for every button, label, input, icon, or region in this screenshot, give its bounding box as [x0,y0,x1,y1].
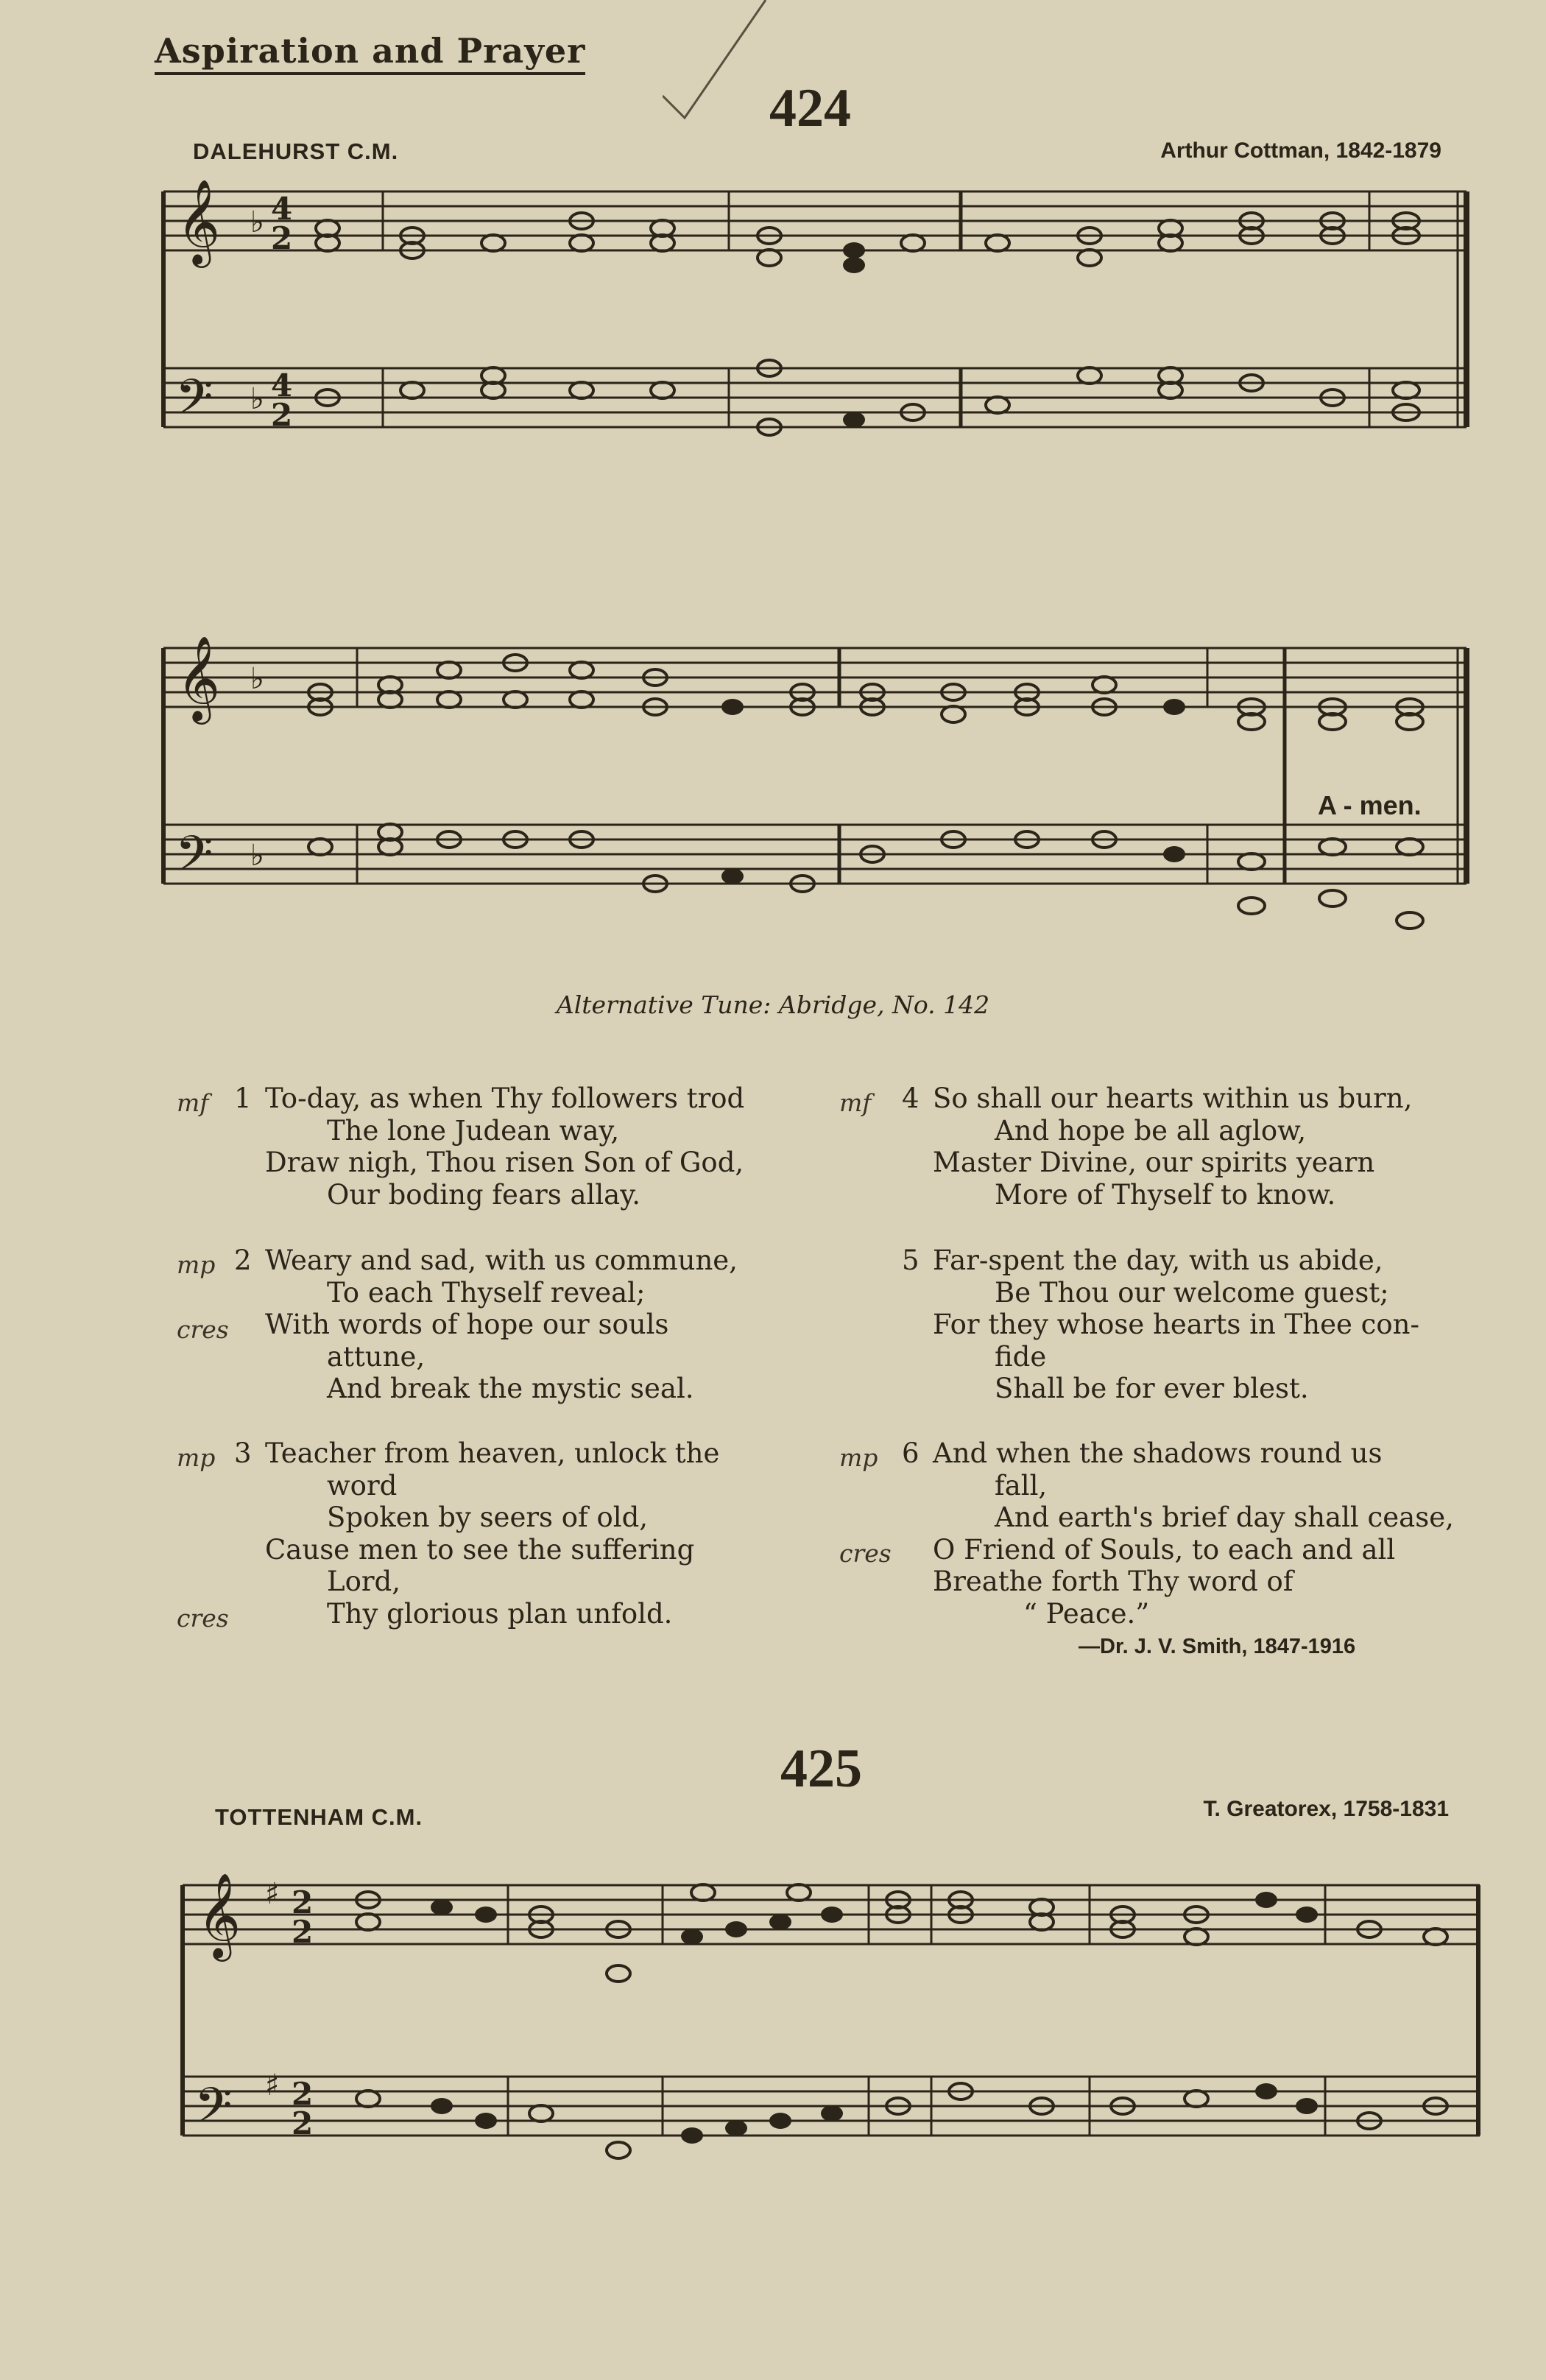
verse-line: Be Thou our welcome guest; [995,1276,1389,1309]
hymn-number-424: 424 [769,78,851,138]
svg-text:4: 4 [271,367,293,404]
verse-line: Draw nigh, Thou risen Son of God, [265,1147,744,1178]
verse-number: 3 [234,1437,252,1469]
verse-line: Cause men to see the suffering [265,1533,695,1566]
svg-text:♯: ♯ [265,2069,280,2102]
verse-line: So shall our hearts within us burn, [933,1082,1413,1114]
verse-5 [902,1244,1419,1405]
verse-line: Thy glorious plan unfold. [327,1597,673,1630]
score-system-425-1 [0,1856,1546,2194]
time-sig-bottom-425: 2 [292,1914,314,1950]
verse-line: And hope be all aglow, [995,1114,1307,1147]
svg-text:♭: ♭ [250,382,264,416]
verse-line: Teacher from heaven, unlock the [265,1437,720,1469]
verse-2 [234,1244,738,1405]
svg-text:♭: ♭ [250,839,264,873]
verse-line: More of Thyself to know. [995,1178,1336,1211]
verse-line: Spoken by seers of old, [327,1501,649,1533]
verse-line: And break the mystic seal. [327,1373,694,1404]
svg-text:𝄞: 𝄞 [177,178,221,264]
verse-number: 4 [902,1082,920,1114]
dynamic-cres: cres [177,1315,229,1344]
composer-424: Arthur Cottman, 1842-1879 [1160,138,1441,163]
verse-line: The lone Judean way, [327,1114,620,1147]
verse-number: 2 [234,1244,252,1276]
verse-line: “ Peace.” [1023,1597,1150,1630]
section-title: Aspiration and Prayer [155,31,585,75]
dynamic-mp: mp [177,1250,216,1279]
svg-text:2: 2 [292,2105,314,2141]
time-sig-top-424: 4 [271,191,293,227]
svg-text:𝄢: 𝄢 [175,369,213,437]
verse-line: Far-spent the day, with us abide, [933,1244,1383,1276]
svg-text:♭: ♭ [250,662,264,696]
score-system-424-2 [0,633,1546,972]
pencil-tick-mark [663,0,773,125]
dynamic-cres: cres [839,1539,892,1568]
composer-425: T. Greatorex, 1758-1831 [1203,1797,1449,1821]
alternative-tune: Alternative Tune: Abridge, No. 142 [556,990,990,1019]
time-sig-top-425: 2 [292,1884,314,1920]
verse-line: With words of hope our souls [265,1309,669,1340]
verse-number: 1 [234,1082,252,1114]
verse-line: For they whose hearts in Thee con- [933,1309,1419,1340]
svg-text:𝄢: 𝄢 [175,825,213,894]
verse-line: Our boding fears allay. [327,1178,640,1211]
verse-author: —Dr. J. V. Smith, 1847-1916 [1079,1635,1356,1658]
verse-6 [902,1437,1454,1630]
hymn-number-425: 425 [780,1739,862,1799]
tune-name-424: DALEHURST C.M. [193,138,399,164]
verse-line: Master Divine, our spirits yearn [933,1147,1375,1178]
verse-1 [234,1082,744,1211]
tune-name-425: TOTTENHAM C.M. [215,1804,423,1830]
dynamic-mp: mp [177,1443,216,1472]
verse-number: 6 [902,1437,920,1469]
svg-text:2: 2 [271,397,293,433]
verse-line: To-day, as when Thy followers trod [265,1082,745,1114]
verse-line: word [327,1469,398,1501]
dynamic-mf: mf [177,1088,209,1117]
verse-3 [234,1437,719,1630]
svg-text:♭: ♭ [250,205,264,239]
verse-line: O Friend of Souls, to each and all [933,1533,1396,1566]
verse-line: And earth's brief day shall cease, [995,1501,1454,1533]
svg-text:𝄞: 𝄞 [197,1872,241,1958]
verse-4 [902,1082,1412,1211]
svg-text:♯: ♯ [265,1877,280,1911]
verse-line: To each Thyself reveal; [327,1276,646,1309]
verse-number: 5 [902,1244,920,1276]
verse-line: Lord, [327,1566,400,1597]
svg-text:𝄢: 𝄢 [194,2077,233,2146]
verse-line: Breathe forth Thy word of [933,1566,1293,1597]
time-sig-bottom-424: 2 [271,220,293,256]
verse-line: Weary and sad, with us commune, [265,1244,738,1276]
dynamic-mp: mp [839,1443,878,1472]
dynamic-cres: cres [177,1604,229,1633]
verse-line: Shall be for ever blest. [995,1373,1309,1404]
verse-line: And when the shadows round us [933,1437,1383,1469]
verse-line: fall, [995,1469,1048,1501]
verse-line: attune, [327,1340,426,1373]
svg-text:2: 2 [292,2076,314,2112]
svg-text:𝄞: 𝄞 [177,635,221,721]
verse-line: fide [995,1340,1047,1373]
dynamic-mf: mf [839,1088,872,1117]
amen-text: A - men. [1318,790,1422,820]
score-system-424-1 [0,177,1546,501]
